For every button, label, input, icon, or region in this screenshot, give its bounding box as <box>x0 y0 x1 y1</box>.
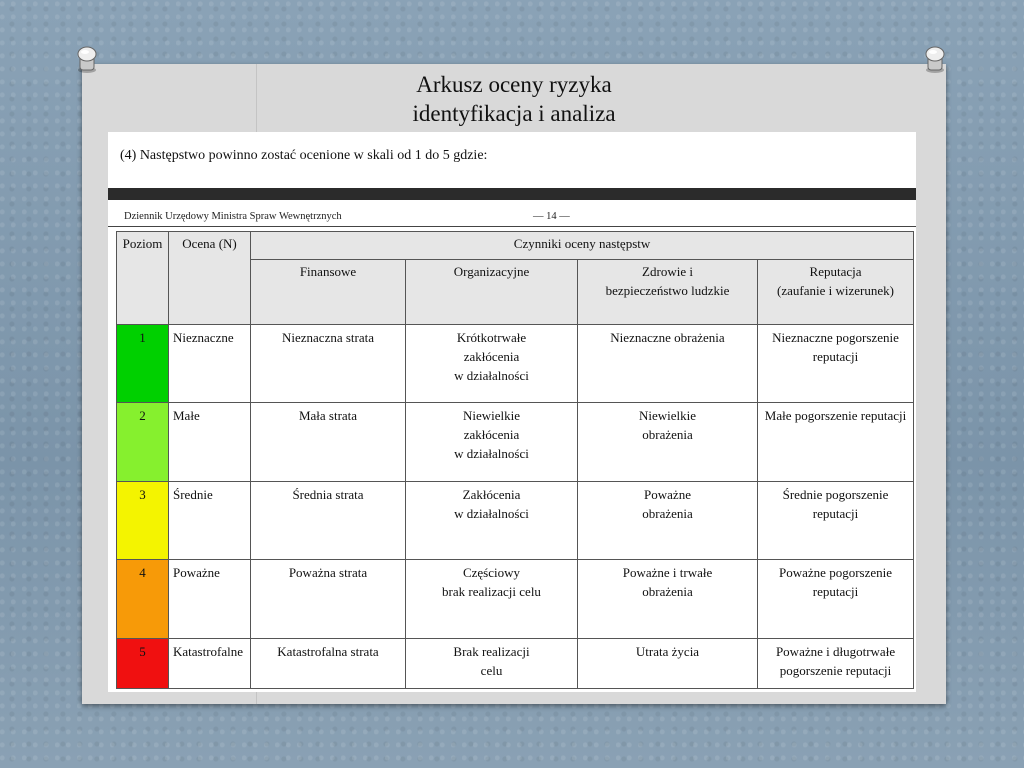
risk-table <box>116 231 914 689</box>
journal-header: Dziennik Urzędowy Ministra Spraw Wewnętrznych <box>124 211 342 222</box>
organizacyjne-cell <box>406 325 578 403</box>
zdrowie-line: Poważne <box>644 486 691 502</box>
zdrowie-line: Poważne i trwałe <box>622 565 713 581</box>
header-reputacja-line1: Reputacja <box>809 264 862 279</box>
header-poziom: Poziom <box>117 232 169 325</box>
reputacja-line: reputacji <box>812 505 859 521</box>
reputacja-line: Nieznaczne pogorszenie <box>772 330 899 345</box>
finansowe-cell <box>251 560 406 638</box>
level-cell: 2 <box>117 403 169 481</box>
ocena-cell: Nieznaczne <box>169 325 251 403</box>
ocena-cell: Katastrofalne <box>169 638 251 688</box>
zdrowie-line: Niewielkie <box>638 408 697 424</box>
finansowe-line: Poważna strata <box>288 565 368 581</box>
table-row <box>117 560 914 638</box>
table-row <box>117 481 914 559</box>
finansowe-line: Mała strata <box>298 408 358 424</box>
organizacyjne-cell <box>406 403 578 481</box>
level-cell: 1 <box>117 325 169 403</box>
level-cell: 5 <box>117 638 169 688</box>
zdrowie-line: obrażenia <box>642 505 693 521</box>
pushpin-icon <box>918 44 952 78</box>
reputacja-cell <box>758 325 914 403</box>
table-row <box>117 638 914 688</box>
header-zdrowie-line1: Zdrowie i <box>642 264 693 279</box>
reputacja-line: Małe pogorszenie reputacji <box>764 408 907 424</box>
organizacyjne-cell <box>406 638 578 688</box>
zdrowie-line: Utrata życia <box>635 643 700 659</box>
reputacja-cell <box>758 560 914 638</box>
header-zdrowie-line2: bezpieczeństwo ludzkie <box>605 283 730 298</box>
organizacyjne-line: Zakłócenia <box>462 486 521 502</box>
organizacyjne-line: w działalności <box>454 505 529 521</box>
zdrowie-cell <box>578 403 758 481</box>
organizacyjne-line: w działalności <box>454 368 529 383</box>
scale-note: (4) Następstwo powinno zostać ocenione w skali od 1 do 5 gdzie: <box>120 148 488 163</box>
header-finansowe: Finansowe <box>251 260 406 325</box>
reputacja-line: pogorszenie reputacji <box>779 662 892 678</box>
zdrowie-cell <box>578 481 758 559</box>
organizacyjne-line: zakłócenia <box>463 427 520 443</box>
finansowe-cell <box>251 403 406 481</box>
zdrowie-line: obrażenia <box>642 584 693 600</box>
organizacyjne-line: celu <box>480 662 503 678</box>
slide-title-line1: Arkusz oceny ryzyka <box>416 72 612 97</box>
ocena-cell: Poważne <box>169 560 251 638</box>
reputacja-line: Poważne pogorszenie <box>779 565 893 581</box>
reputacja-cell <box>758 403 914 481</box>
header-reputacja-line2: (zaufanie i wizerunek) <box>777 283 894 298</box>
finansowe-cell <box>251 638 406 688</box>
zdrowie-line: obrażenia <box>642 427 693 443</box>
pushpin-icon <box>70 44 104 78</box>
table-row <box>117 325 914 403</box>
ocena-cell: Małe <box>169 403 251 481</box>
separator-bar <box>108 188 916 200</box>
finansowe-cell <box>251 481 406 559</box>
zdrowie-cell <box>578 325 758 403</box>
finansowe-line: Katastrofalna strata <box>277 643 379 659</box>
level-cell: 3 <box>117 481 169 559</box>
organizacyjne-line: brak realizacji celu <box>442 584 541 600</box>
organizacyjne-line: w działalności <box>454 446 529 462</box>
zdrowie-cell <box>578 638 758 688</box>
header-czynniki: Czynniki oceny następstw <box>251 232 914 260</box>
table-row <box>117 403 914 481</box>
reputacja-line: reputacji <box>812 584 859 600</box>
reputacja-line: Średnie pogorszenie <box>782 486 889 502</box>
zdrowie-line: Nieznaczne obrażenia <box>610 330 725 345</box>
organizacyjne-line: Krótkotrwałe <box>456 330 527 345</box>
organizacyjne-line: zakłócenia <box>463 349 520 364</box>
ocena-cell: Średnie <box>169 481 251 559</box>
header-zdrowie <box>578 260 758 325</box>
organizacyjne-cell <box>406 481 578 559</box>
header-reputacja <box>758 260 914 325</box>
reputacja-cell <box>758 638 914 688</box>
finansowe-cell <box>251 325 406 403</box>
zdrowie-cell <box>578 560 758 638</box>
organizacyjne-line: Brak realizacji <box>453 643 530 659</box>
finansowe-line: Nieznaczna strata <box>281 330 375 345</box>
organizacyjne-line: Częściowy <box>462 565 521 581</box>
level-cell: 4 <box>117 560 169 638</box>
reputacja-cell <box>758 481 914 559</box>
finansowe-line: Średnia strata <box>292 486 364 502</box>
header-ocena: Ocena (N) <box>169 232 251 325</box>
reputacja-line: Poważne i długotrwałe <box>775 643 896 659</box>
document-scan <box>108 132 916 692</box>
header-organizacyjne: Organizacyjne <box>406 260 578 325</box>
header-rule <box>108 226 916 227</box>
organizacyjne-cell <box>406 560 578 638</box>
page-number: — 14 — <box>533 211 570 222</box>
reputacja-line: reputacji <box>812 349 859 364</box>
slide-title-line2: identyfikacja i analiza <box>412 101 616 126</box>
organizacyjne-line: Niewielkie <box>462 408 521 424</box>
